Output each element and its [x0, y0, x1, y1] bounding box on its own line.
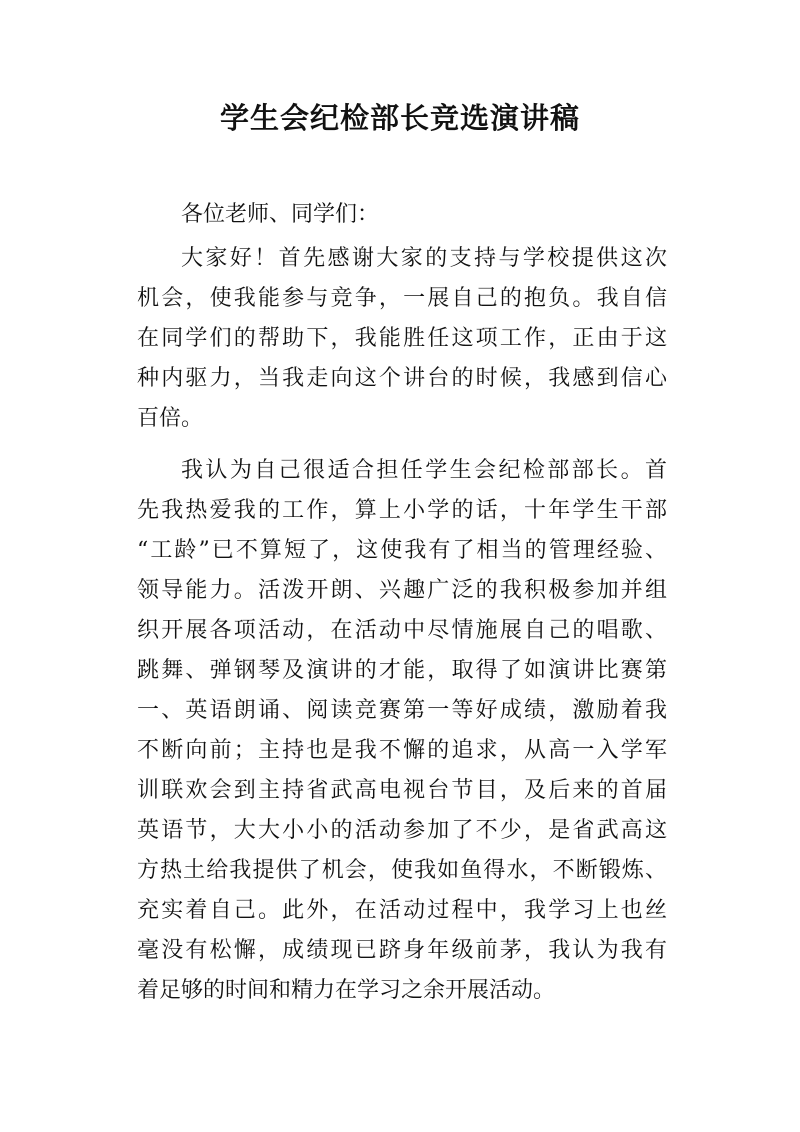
paragraph-line: 一、英语朗诵、阅读竞赛第一等好成绩，激励着我 [137, 698, 667, 723]
spacer [137, 439, 667, 451]
paragraph-line: 充实着自己。此外，在活动过程中，我学习上也丝 [137, 898, 667, 923]
paragraph-line: 不断向前；主持也是我不懈的追求，从高一入学军 [137, 738, 667, 763]
paragraph-line: 训联欢会到主持省武高电视台节目，及后来的首届 [137, 778, 667, 803]
paragraph-line: 我认为自己很适合担任学生会纪检部部长。首 [181, 458, 667, 483]
paragraph-line: 方热土给我提供了机会，使我如鱼得水，不断锻炼、 [137, 858, 667, 883]
paragraph-line: 着足够的时间和精力在学习之余开展活动。 [137, 978, 556, 1003]
paragraph-line: 百倍。 [137, 406, 204, 431]
paragraph-line: 毫没有松懈，成绩现已跻身年级前茅，我认为我有 [137, 938, 667, 963]
paragraph-line: 英语节，大大小小的活动参加了不少，是省武高这 [137, 818, 667, 843]
paragraph-2 [137, 451, 667, 1011]
paragraph-1 [137, 239, 667, 439]
document-body [137, 195, 667, 1011]
paragraph-line: 跳舞、弹钢琴及演讲的才能，取得了如演讲比赛第 [137, 658, 667, 683]
paragraph-line: “工龄”已不算短了，这使我有了相当的管理经验、 [137, 538, 667, 563]
paragraph-line: 领导能力。活泼开朗、兴趣广泛的我积极参加并组 [137, 578, 667, 603]
greeting-line: 各位老师、同学们： [181, 202, 380, 227]
paragraph-line: 先我热爱我的工作，算上小学的话，十年学生干部 [137, 498, 667, 523]
paragraph-line: 种内驱力，当我走向这个讲台的时候，我感到信心 [137, 366, 667, 391]
paragraph-line: 在同学们的帮助下，我能胜任这项工作，正由于这 [137, 326, 667, 351]
paragraph-line: 大家好！首先感谢大家的支持与学校提供这次 [181, 246, 667, 271]
paragraph-line: 织开展各项活动，在活动中尽情施展自己的唱歌、 [137, 618, 667, 643]
paragraph-line: 机会，使我能参与竞争，一展自己的抱负。我自信 [137, 286, 667, 311]
document-title: 学生会纪检部长竞选演讲稿 [219, 101, 580, 135]
